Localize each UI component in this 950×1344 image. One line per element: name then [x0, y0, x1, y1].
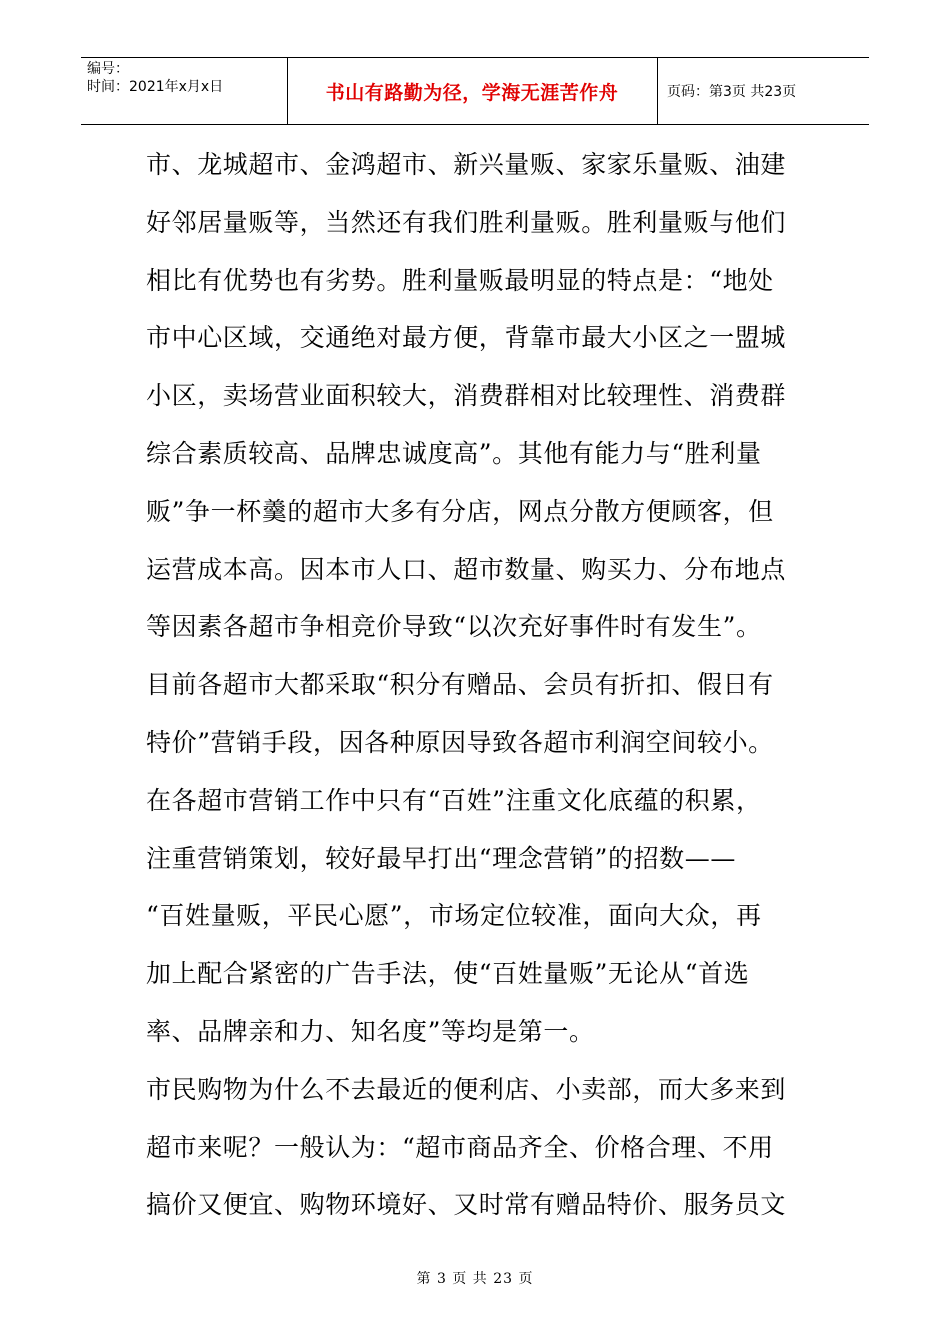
text-line: 市、龙城超市、金鸿超市、新兴量贩、家家乐量贩、油建: [146, 150, 787, 179]
text-line: 运营成本高。因本市人口、超市数量、购买力、分布地点: [146, 554, 787, 584]
text-line: 市中心区域，交通绝对最方便，背靠市最大小区之一盟城: [146, 323, 787, 353]
text-line: 搞价又便宜、购物环境好、又时常有赠品特价、服务员文: [146, 1190, 787, 1220]
text-line: 小区，卖场营业面积较大，消费群相对比较理性、消费群: [146, 381, 787, 411]
text-line: 市民购物为什么不去最近的便利店、小卖部，而大多来到: [146, 1074, 787, 1104]
date-label: 时间：2021年x月x日: [87, 79, 224, 95]
text-line: 超市来呢？一般认为：“超市商品齐全、价格合理、不用: [146, 1132, 774, 1162]
text-line: 综合素质较高、品牌忠诚度高”。其他有能力与“胜利量: [146, 438, 762, 468]
text-line: 目前各超市大都采取“积分有赠品、会员有折扣、假日有: [146, 670, 774, 700]
text-line: 加上配合紧密的广告手法，使“百姓量贩”无论从“首选: [146, 959, 750, 989]
document-body: [146, 136, 796, 1234]
page-header: [81, 57, 869, 125]
text-line: 好邻居量贩等，当然还有我们胜利量贩。胜利量贩与他们: [146, 207, 787, 237]
page-footer: 第 3 页 共 23 页: [416, 1271, 534, 1287]
header-page-info: 页码：第3页 共23页: [667, 84, 797, 100]
text-line: 在各超市营销工作中只有“百姓”注重文化底蕴的积累，: [146, 785, 762, 815]
text-line: 贩”争一杯羹的超市大多有分店，网点分散方便顾客，但: [146, 496, 774, 526]
text-line: 特价”营销手段，因各种原因导致各超市利润空间较小。: [146, 727, 774, 757]
text-line: 率、品牌亲和力、知名度”等均是第一。: [146, 1016, 595, 1046]
text-line: 注重营销策划，较好最早打出“理念营销”的招数——: [146, 843, 736, 873]
text-line: 相比有优势也有劣势。胜利量贩最明显的特点是：“地处: [146, 265, 774, 295]
serial-number-label: 编号：: [87, 61, 129, 77]
header-motto: 书山有路勤为径，学海无涯苦作舟: [325, 81, 619, 104]
header-meta: [87, 60, 283, 96]
header-divider: [657, 58, 658, 124]
text-line: “百姓量贩，平民心愿”，市场定位较准，面向大众，再: [146, 901, 762, 931]
text-line: 等因素各超市争相竞价导致“以次充好事件时有发生”。: [146, 612, 762, 642]
